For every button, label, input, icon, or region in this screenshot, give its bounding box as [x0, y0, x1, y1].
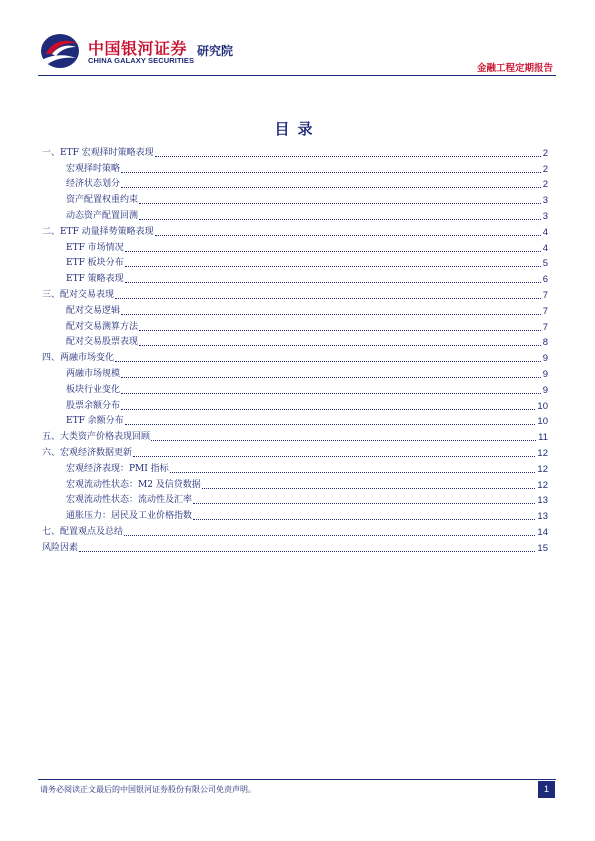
logo-english-name: CHINA GALAXY SECURITIES [88, 56, 195, 65]
toc-subentry[interactable] [42, 491, 548, 507]
toc-subentry[interactable] [42, 254, 548, 270]
toc-subentry[interactable] [42, 396, 548, 412]
toc-leader-dots [125, 251, 541, 252]
toc-entry[interactable] [42, 285, 548, 301]
toc-entry-page: 12 [537, 479, 548, 491]
toc-entry-page: 9 [542, 384, 548, 396]
toc-leader-dots [121, 409, 535, 410]
toc-entry-label: 股票余额分布 [66, 400, 121, 411]
toc-entry-label: 资产配置权重约束 [66, 195, 139, 206]
toc-entry[interactable] [42, 427, 548, 443]
toc-entry-page: 7 [542, 305, 548, 317]
toc-subentry[interactable] [42, 364, 548, 380]
toc-entry-page: 12 [537, 447, 548, 459]
toc-entry-label: 二、ETF 动量择势策略表现 [42, 226, 154, 237]
toc-leader-dots [79, 551, 535, 552]
toc-entry-label: 三、配对交易表现 [42, 289, 115, 300]
toc-subentry[interactable] [42, 159, 548, 175]
toc-entry-label: 配对交易逻辑 [66, 305, 121, 316]
toc-entry-page: 2 [542, 179, 548, 191]
toc-leader-dots [155, 156, 541, 157]
toc-entry-page: 10 [537, 400, 548, 412]
toc-leader-dots [125, 266, 541, 267]
toc-entry-label: 板块行业变化 [66, 384, 121, 395]
toc-subentry[interactable] [42, 301, 548, 317]
toc-entry-label: ETF 策略表现 [66, 274, 124, 285]
toc-entry-page: 7 [542, 289, 548, 301]
toc-entry-page: 11 [538, 432, 548, 444]
toc-entry-page: 10 [537, 416, 548, 428]
toc-entry-page: 9 [542, 353, 548, 365]
toc-leader-dots [202, 488, 536, 489]
toc-leader-dots [121, 377, 541, 378]
toc-entry-page: 7 [542, 321, 548, 333]
toc-entry-page: 2 [542, 147, 548, 159]
toc-leader-dots [125, 424, 536, 425]
toc-entry-label: 宏观流动性状态：流动性及汇率 [66, 495, 193, 506]
toc-entry[interactable] [42, 443, 548, 459]
toc-entry-label: 一、ETF 宏观择时策略表现 [42, 147, 154, 158]
toc-leader-dots [139, 203, 541, 204]
toc-entry[interactable] [42, 348, 548, 364]
toc-subentry[interactable] [42, 333, 548, 349]
toc-subentry[interactable] [42, 238, 548, 254]
toc-entry[interactable] [42, 522, 548, 538]
header-divider [38, 75, 556, 76]
toc-subentry[interactable] [42, 380, 548, 396]
toc-entry-label: ETF 余额分布 [66, 416, 124, 427]
china-galaxy-logo-icon [38, 32, 82, 70]
toc-entry-label: 五、大类资产价格表现回顾 [42, 432, 151, 443]
toc-leader-dots [125, 282, 541, 283]
toc-entry-page: 3 [542, 210, 548, 222]
toc-subentry[interactable] [42, 269, 548, 285]
toc-leader-dots [121, 172, 541, 173]
toc-entry[interactable] [42, 538, 548, 554]
toc-entry-page: 4 [542, 226, 548, 238]
toc-entry[interactable] [42, 222, 548, 238]
toc-entry-page: 8 [542, 337, 548, 349]
toc-entry-page: 13 [537, 495, 548, 507]
toc-entry-label: 通胀压力：居民及工业价格指数 [66, 511, 193, 522]
toc-subentry[interactable] [42, 459, 548, 475]
toc-leader-dots [124, 535, 535, 536]
toc-leader-dots [170, 472, 536, 473]
toc-leader-dots [133, 456, 535, 457]
toc-entry-page: 15 [537, 542, 548, 554]
toc-entry-page: 3 [542, 195, 548, 207]
toc-subentry[interactable] [42, 475, 548, 491]
disclaimer: 请务必阅读正文最后的中国银河证券股份有限公司免责声明。 [40, 785, 256, 794]
toc-leader-dots [121, 393, 541, 394]
toc-entry-label: 配对交易股票表现 [66, 337, 139, 348]
toc-leader-dots [139, 219, 541, 220]
toc-entry-label: 宏观择时策略 [66, 163, 121, 174]
toc-entry-label: 六、宏观经济数据更新 [42, 447, 133, 458]
footer-divider [38, 779, 556, 780]
toc-leader-dots [193, 503, 535, 504]
toc-subentry[interactable] [42, 190, 548, 206]
toc-entry-label: ETF 板块分布 [66, 258, 124, 269]
toc-subentry[interactable] [42, 317, 548, 333]
toc-entry-page: 6 [542, 274, 548, 286]
toc-entry[interactable] [42, 143, 548, 159]
toc-leader-dots [139, 345, 541, 346]
logo-chinese-name: 中国银河证券 [88, 39, 188, 58]
toc-leader-dots [121, 187, 541, 188]
toc-entry-label: 四、两融市场变化 [42, 353, 115, 364]
toc-subentry[interactable] [42, 506, 548, 522]
toc-leader-dots [155, 235, 541, 236]
toc-subentry[interactable] [42, 206, 548, 222]
toc-entry-page: 2 [542, 163, 548, 175]
toc-entry-label: 风险因素 [42, 542, 79, 553]
toc-entry-page: 5 [542, 258, 548, 270]
toc-entry-label: ETF 市场情况 [66, 242, 124, 253]
toc-entry-page: 4 [542, 242, 548, 254]
toc-subentry[interactable] [42, 175, 548, 191]
page-number: 1 [538, 781, 555, 798]
toc-entry-label: 两融市场规模 [66, 368, 121, 379]
toc-leader-dots [121, 314, 541, 315]
report-type: 金融工程定期报告 [476, 63, 553, 74]
toc-leader-dots [115, 298, 541, 299]
toc-entry-label: 配对交易测算方法 [66, 321, 139, 332]
toc-entry-label: 宏观经济表现：PMI 指标 [66, 463, 169, 474]
toc-leader-dots [139, 330, 541, 331]
toc-leader-dots [193, 519, 535, 520]
toc-entry-page: 9 [542, 368, 548, 380]
toc-entry-label: 宏观流动性状态：M2 及信贷数据 [66, 479, 201, 490]
institute-label: 研究院 [197, 44, 234, 58]
toc-entry-page: 14 [537, 526, 548, 538]
toc-entry-page: 13 [537, 511, 548, 523]
toc-leader-dots [151, 440, 536, 441]
toc-subentry[interactable] [42, 412, 548, 428]
table-of-contents [42, 143, 548, 554]
toc-entry-label: 七、配置观点及总结 [42, 526, 124, 537]
toc-entry-label: 经济状态划分 [66, 179, 121, 190]
toc-entry-page: 12 [537, 463, 548, 475]
toc-title: 目录 [274, 120, 321, 138]
toc-entry-label: 动态资产配置回测 [66, 210, 139, 221]
toc-leader-dots [115, 361, 541, 362]
